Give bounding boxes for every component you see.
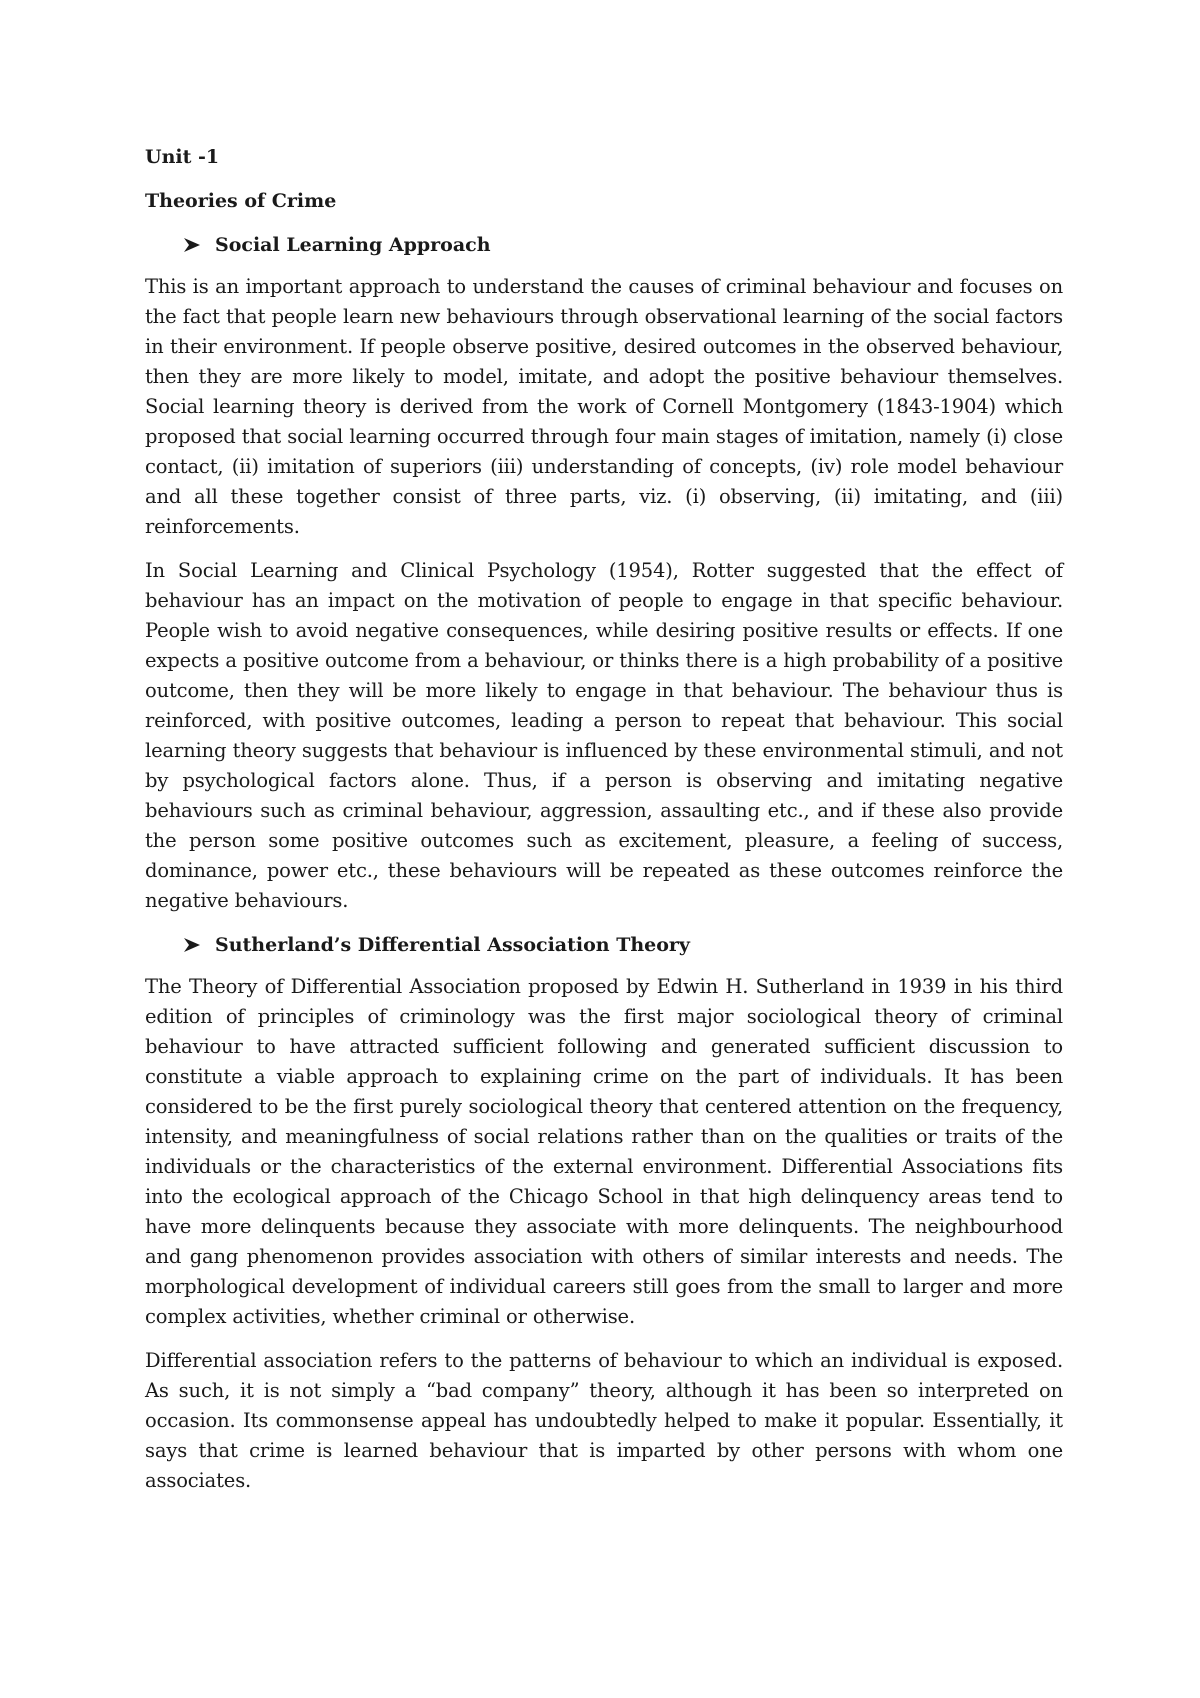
document-page [145, 142, 1063, 1510]
section-heading [145, 230, 1063, 260]
section-heading-text: Sutherland’s Differential Association Theory [215, 934, 690, 956]
paragraph: In Social Learning and Clinical Psychology (1954), Rotter suggested that the effect of behaviour has an impact on the motivation of people to engage in that specific behaviour. People wish to avoid negative consequences, while desiring positive results or effects. If one expects a positive outcome from a behaviour, or thinks there is a high probability of a positive outcome, then they will be more likely to engage in that behaviour. The behaviour thus is reinforced, with positive outcomes, leading a person to repeat that behaviour. This social learning theory suggests that behaviour is influenced by these environmental stimuli, and not by psychological factors alone. Thus, if a person is observing and imitating negative behaviours such as criminal behaviour, aggression, assaulting etc., and if these also provide the person some positive outcomes such as excitement, pleasure, a feeling of success, dominance, power etc., these behaviours will be repeated as these outcomes reinforce the negative behaviours. [145, 559, 1063, 912]
paragraph: This is an important approach to understand the causes of criminal behaviour and focuses on the fact that people learn new behaviours through observational learning of the social factors in their environment. If people observe positive, desired outcomes in the observed behaviour, then they are more likely to model, imitate, and adopt the positive behaviour themselves. Social learning theory is derived from the work of Cornell Montgomery (1843-1904) which proposed that social learning occurred through four main stages of imitation, namely (i) close contact, (ii) imitation of superiors (iii) understanding of concepts, (iv) role model behaviour and all these together consist of three parts, viz. (i) observing, (ii) imitating, and (iii) reinforcements. [145, 275, 1063, 538]
document-title: Theories of Crime [145, 190, 337, 212]
section-social-learning [145, 230, 1063, 916]
arrowhead-bullet-icon [183, 937, 201, 953]
section-differential-association [145, 930, 1063, 1496]
section-heading [145, 930, 1063, 960]
section-heading-text: Social Learning Approach [215, 234, 491, 256]
unit-label: Unit -1 [145, 146, 220, 168]
paragraph: The Theory of Differential Association proposed by Edwin H. Sutherland in 1939 in his third edition of principles of criminology was the first major sociological theory of criminal behaviour to have attracted sufficient following and generated sufficient discussion to constitute a viable approach to explaining crime on the part of individuals. It has been considered to be the first purely sociological theory that centered attention on the frequency, intensity, and meaningfulness of social relations rather than on the qualities or traits of the individuals or the characteristics of the external environment. Differential Associations fits into the ecological approach of the Chicago School in that high delinquency areas tend to have more delinquents because they associate with more delinquents. The neighbourhood and gang phenomenon provides association with others of similar interests and needs. The morphological development of individual careers still goes from the small to larger and more complex activities, whether criminal or otherwise. [145, 975, 1063, 1328]
paragraph: Differential association refers to the patterns of behaviour to which an individual is exposed. As such, it is not simply a “bad company” theory, although it has been so interpreted on occasion. Its commonsense appeal has undoubtedly helped to make it popular. Essentially, it says that crime is learned behaviour that is imparted by other persons with whom one associates. [145, 1349, 1063, 1492]
arrowhead-bullet-icon [183, 237, 201, 253]
